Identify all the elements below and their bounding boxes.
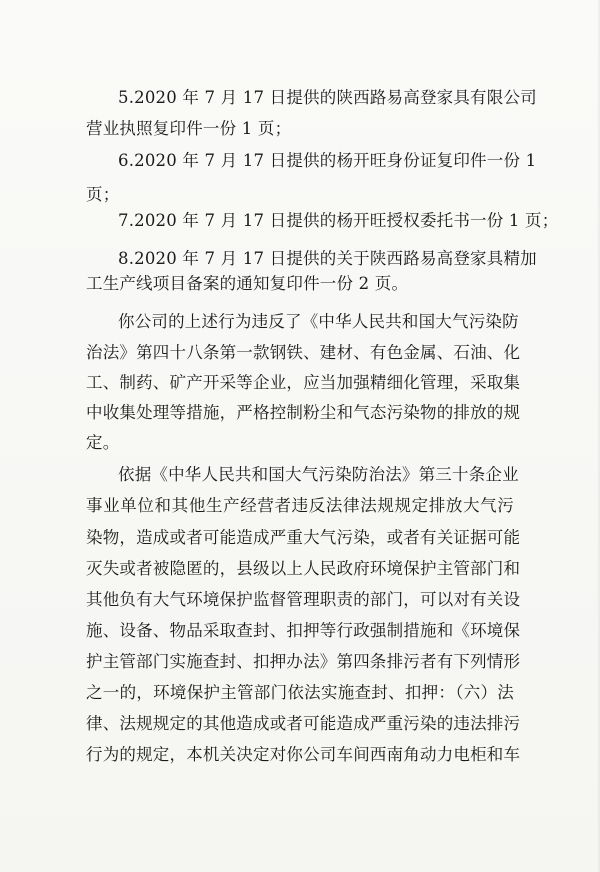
text-line-15: 染物，造成或者可能造成严重大气污染，或者有关证据可能 [86,528,521,547]
text-line-16: 灭失或者被隐匿的，县级以上人民政府环境保护主管部门和 [86,559,521,578]
text-line-11: 中收集处理等措施，严格控制粉尘和气态污染物的排放的规 [86,403,521,422]
text-line-3: 6.2020 年 7 月 17 日提供的杨开旺身份证复印件一份 1 [118,151,537,170]
text-line-10: 工、制药、矿产开采等企业，应当加强精细化管理，采取集 [86,373,521,392]
text-line-22: 行为的规定，本机关决定对你公司车间西南角动力电柜和车 [86,745,521,764]
text-line-12: 定。 [86,433,120,452]
text-line-8: 你公司的上述行为违反了《中华人民共和国大气污染防 [118,312,519,331]
text-line-2: 营业执照复印件一份 1 页； [86,119,292,138]
text-line-14: 事业单位和其他生产经营者违反法律法规规定排放大气污 [86,496,514,515]
text-line-5: 7.2020 年 7 月 17 日提供的杨开旺授权委托书一份 1 页； [118,211,559,230]
text-line-20: 之一的，环境保护主管部门依法实施查封、扣押：（六）法 [86,683,514,702]
text-line-18: 施、设备、物品采取查封、扣押等行政强制措施和《环境保 [86,621,521,640]
text-line-13: 依据《中华人民共和国大气污染防治法》第三十条企业 [118,465,519,484]
text-line-6: 8.2020 年 7 月 17 日提供的关于陕西路易高登家具精加 [118,249,537,268]
text-line-17: 其他负有大气环境保护监督管理职责的部门，可以对有关设 [86,590,521,609]
text-line-19: 护主管部门实施查封、扣押办法》第四条排污者有下列情形 [86,652,521,671]
text-line-9: 治法》第四十八条第一款钢铁、建材、有色金属、石油、化 [86,343,521,362]
text-line-1: 5.2020 年 7 月 17 日提供的陕西路易高登家具有限公司 [118,88,537,107]
text-line-7: 工生产线项目备案的通知复印件一份 2 页。 [86,274,409,293]
text-line-21: 律、法规规定的其他造成或者可能造成严重污染的违法排污 [86,714,521,733]
text-line-4: 页； [86,185,120,204]
